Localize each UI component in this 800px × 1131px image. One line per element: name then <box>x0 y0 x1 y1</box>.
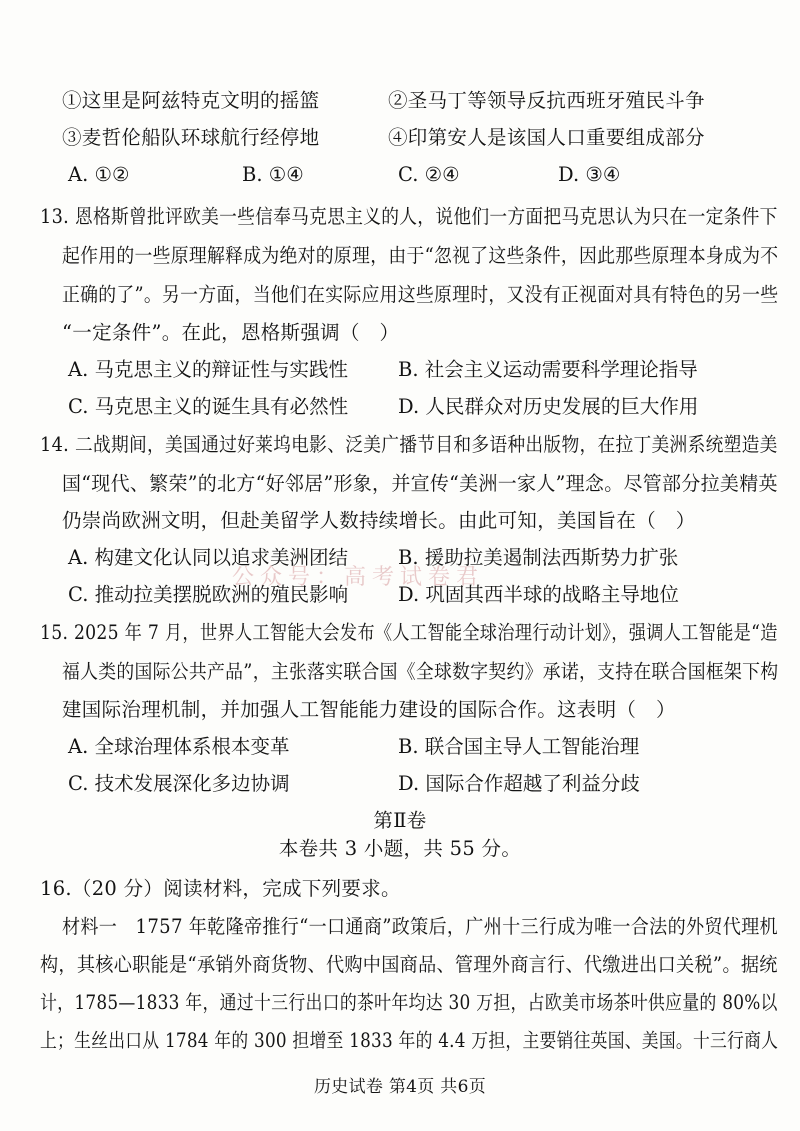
watermark-text: 公众号：高考试卷君 <box>232 565 485 590</box>
q15-option-a: A. 全球治理体系根本变革 <box>68 735 290 758</box>
q13-option-a: A. 马克思主义的辩证性与实践性 <box>68 358 348 381</box>
q14-line-3: 仍崇尚欧洲文明，但赴美留学人数持续增长。由此可知，美国旨在（ ） <box>62 509 696 532</box>
q13-option-b: B. 社会主义运动需要科学理论指导 <box>398 358 698 381</box>
q14-line-2: 国“现代、繁荣”的北方“好邻居”形象，并宣传“美洲一家人”理念。尽管部分拉美精英 <box>62 472 778 495</box>
q14-option-d: D. 巩固其西半球的战略主导地位 <box>398 583 679 606</box>
q15-line-3: 建国际治理机制，并加强人工智能能力建设的国际合作。这表明（ ） <box>62 698 676 721</box>
q12-option-b: B. ①④ <box>242 163 304 186</box>
q13-line-2: 起作用的一些原理解释成为绝对的原理，由于“忽视了这些条件，因此那些原理本身成为不 <box>62 244 779 267</box>
section-title: 第Ⅱ卷 <box>373 809 427 832</box>
q12-item-1: ①这里是阿兹特克文明的摇篮 <box>62 89 320 112</box>
q15-line-1: 15. 2025 年 7 月，世界人工智能大会发布《人工智能全球治理行动计划》，强调人工智能是“造 <box>40 621 778 644</box>
section-subtitle: 本卷共 3 小题，共 55 分。 <box>278 837 522 860</box>
q15-option-b: B. 联合国主导人工智能治理 <box>398 735 640 758</box>
q14-option-a: A. 构建文化认同以追求美洲团结 <box>68 546 348 569</box>
q16-material-line-2: 构，其核心职能是“承销外商货物、代购中国商品、管理外商言行、代缴进出口关税”。据统 <box>40 953 778 976</box>
q15-line-2: 福人类的国际公共产品”，主张落实联合国《全球数字契约》承诺，支持在联合国框架下构 <box>62 660 779 683</box>
page-footer: 历史试卷 第4页 共6页 <box>313 1077 487 1097</box>
q12-item-2: ②圣马丁等领导反抗西班牙殖民斗争 <box>388 89 705 112</box>
q14-line-1: 14. 二战期间，美国通过好莱坞电影、泛美广播节目和多语种出版物，在拉丁美洲系统塑造美 <box>40 433 778 456</box>
q16-heading: 16.（20 分）阅读材料，完成下列要求。 <box>40 877 401 900</box>
q13-line-3: 正确的了”。另一方面，当他们在实际应用这些原理时，又没有正视面对具有特色的另一些 <box>62 283 779 306</box>
q15-option-c: C. 技术发展深化多边协调 <box>68 772 290 795</box>
q16-material-line-1: 材料一 1757 年乾隆帝推行“一口通商”政策后，广州十三行成为唯一合法的外贸代理机 <box>62 915 778 938</box>
q14-option-b: B. 援助拉美遏制法西斯势力扩张 <box>398 546 679 569</box>
q13-line-1: 13. 恩格斯曾批评欧美一些信奉马克思主义的人，说他们一方面把马克思认为只在一定条件下 <box>40 205 778 228</box>
q12-item-4: ④印第安人是该国人口重要组成部分 <box>388 126 705 149</box>
q16-material-line-3: 计，1785—1833 年，通过十三行出口的茶叶年均达 30 万担，占欧美市场茶叶供应量的 80%以 <box>40 991 778 1014</box>
q13-option-d: D. 人民群众对历史发展的巨大作用 <box>398 395 699 418</box>
q12-option-d: D. ③④ <box>558 163 621 186</box>
q14-option-c: C. 推动拉美摆脱欧洲的殖民影响 <box>68 583 349 606</box>
q13-line-4: “一定条件”。在此，恩格斯强调（ ） <box>62 321 400 344</box>
q12-item-3: ③麦哲伦船队环球航行经停地 <box>62 126 320 149</box>
q12-option-c: C. ②④ <box>398 163 460 186</box>
q16-material-line-4: 上；生丝出口从 1784 年的 300 担增至 1833 年的 4.4 万担，主要销往英国、美国。十三行商人 <box>40 1029 779 1052</box>
q15-option-d: D. 国际合作超越了利益分歧 <box>398 772 640 795</box>
q13-option-c: C. 马克思主义的诞生具有必然性 <box>68 395 349 418</box>
q12-option-a: A. ①② <box>68 163 130 186</box>
